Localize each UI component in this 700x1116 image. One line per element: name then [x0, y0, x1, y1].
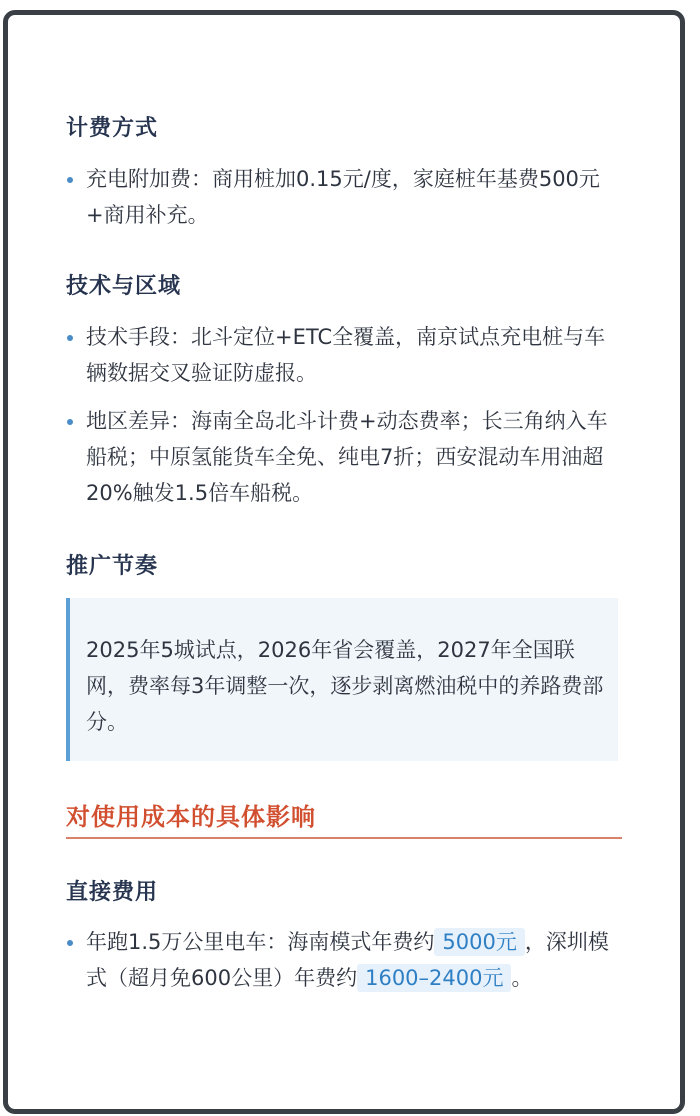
direct-cost-middle: ，深圳模式（超月免600公里）年费约	[86, 930, 609, 990]
direct-cost-suffix: 。	[511, 966, 533, 990]
tech-item-regions: 地区差异：海南全岛北斗计费+动态费率；长三角纳入车船税；中原氢能货车全免、纯电7折；西安混动车用油超20%触发1.5倍车船税。	[86, 403, 626, 511]
direct-cost-heading: 直接费用	[66, 880, 159, 905]
impact-section-title: 对使用成本的具体影响	[66, 803, 316, 831]
billing-item: 充电附加费：商用桩加0.15元/度，家庭桩年基费500元+商用补充。	[86, 161, 626, 233]
direct-cost-item	[86, 924, 626, 996]
section-divider	[66, 837, 622, 839]
article-body	[8, 15, 680, 1109]
rollout-note: 2025年5城试点，2026年省会覆盖，2027年全国联网，费率每3年调整一次，逐步剥离燃油税中的养路费部分。	[86, 638, 604, 734]
rollout-callout	[66, 598, 618, 761]
direct-cost-prefix: 年跑1.5万公里电车：海南模式年费约	[86, 930, 435, 954]
hainan-fee-highlight: 5000元	[434, 928, 524, 956]
rollout-heading: 推广节奏	[66, 554, 159, 579]
billing-heading: 计费方式	[66, 116, 159, 141]
tech-heading: 技术与区域	[66, 274, 182, 299]
tech-item-method: 技术手段：北斗定位+ETC全覆盖，南京试点充电桩与车辆数据交叉验证防虚报。	[86, 319, 626, 391]
page-frame	[3, 10, 685, 1114]
shenzhen-fee-highlight: 1600–2400元	[357, 964, 511, 992]
